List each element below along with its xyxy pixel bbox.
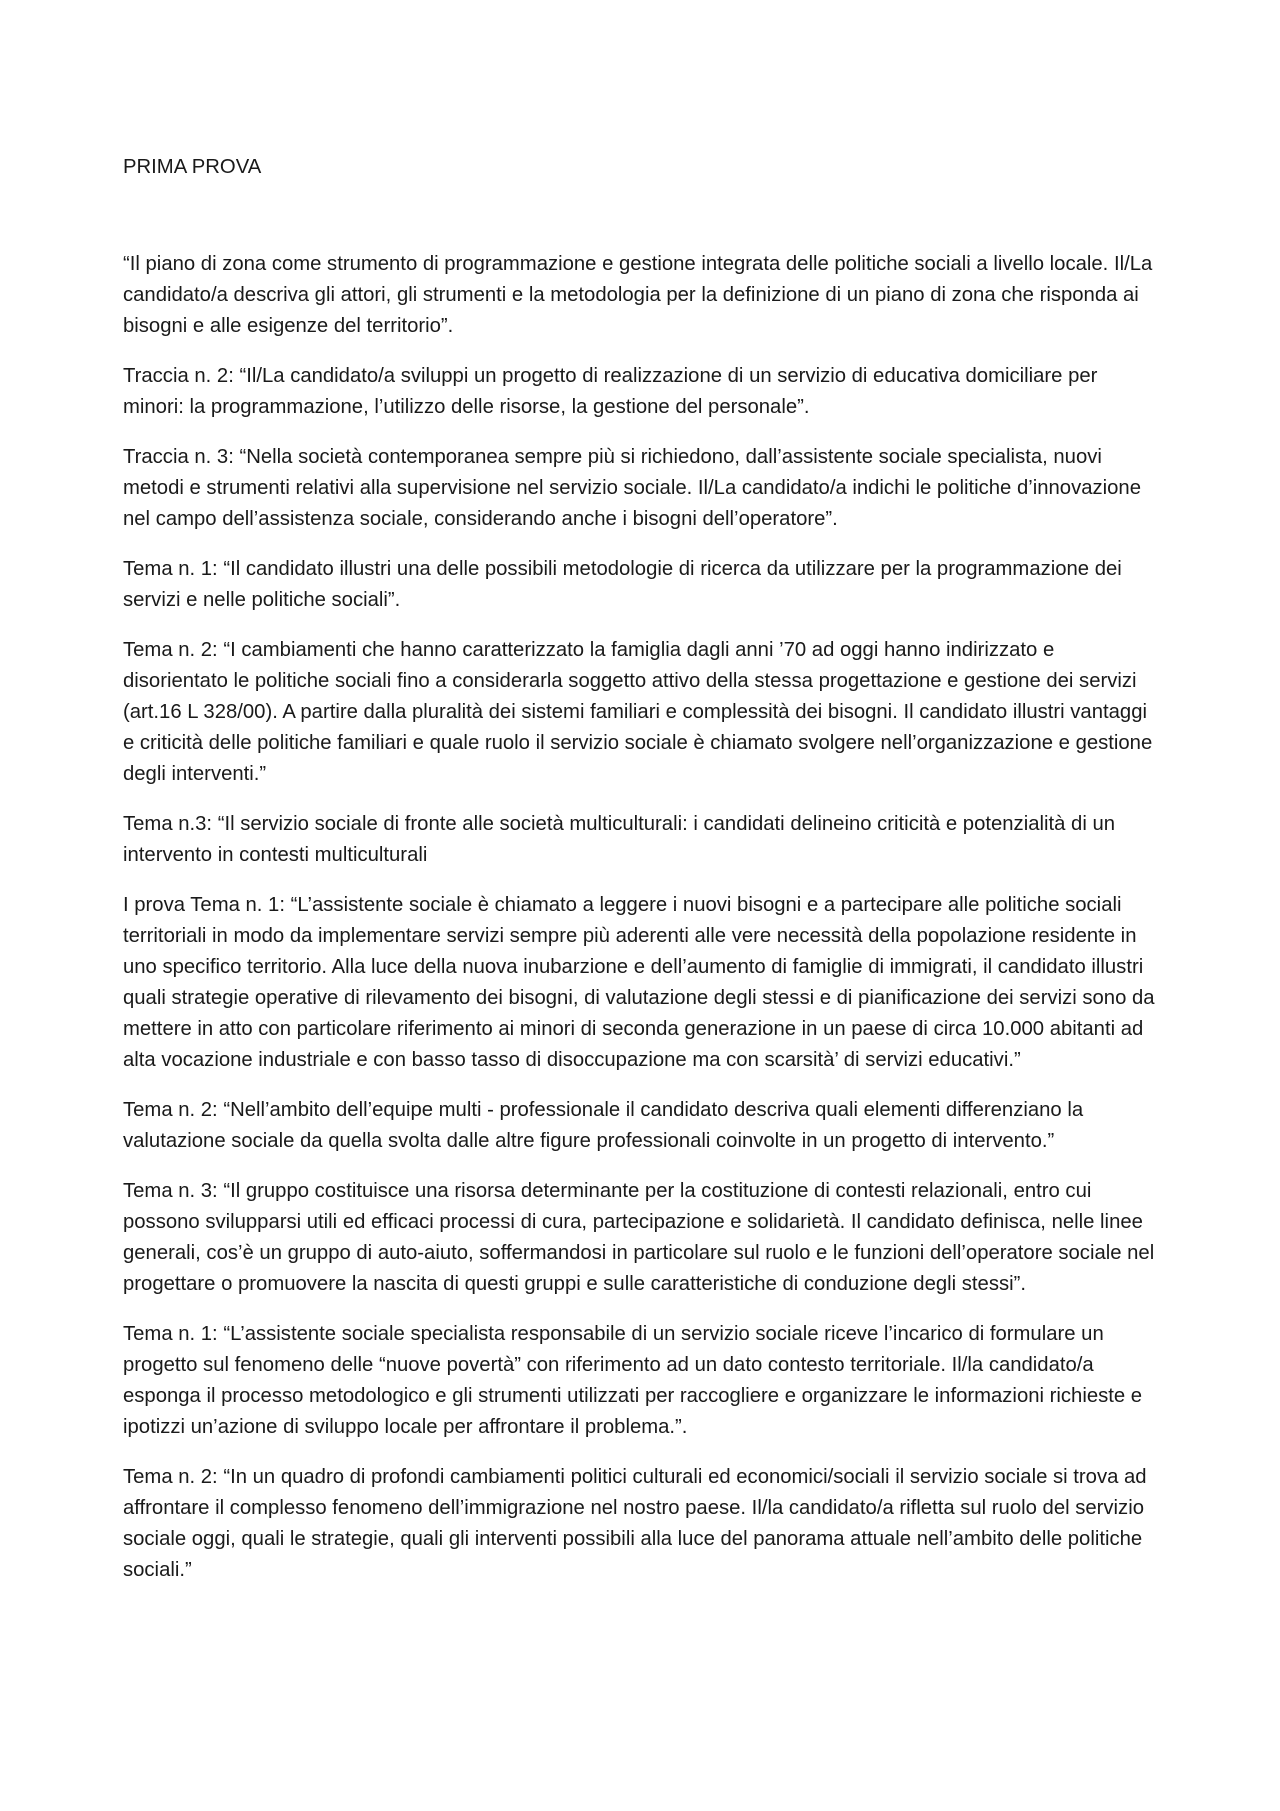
i-prova-tema-1-paragraph: I prova Tema n. 1: “L’assistente sociale è chiamato a leggere i nuovi bisogni e a partecipare alle politiche sociali territoriali in modo da implementare servizi sempre più aderenti alle vere necessità della popolazione residente in uno specifico territorio. Alla luce della nuova inubarzione e dell’aumento di famiglie di immigrati, il candidato illustri quali strategie operative di rilevamento dei bisogni, di valutazione degli stessi e di pianificazione dei servizi sono da mettere in atto con particolare riferimento ai minori di seconda generazione in un paese di circa 10.000 abitanti ad alta vocazione industriale e con basso tasso di disoccupazione ma con scarsità’ di servizi educativi.” xyxy=(123,894,1155,1071)
intro-prompt-paragraph: “Il piano di zona come strumento di programmazione e gestione integrata delle politiche sociali a livello locale. Il/La candidato/a descriva gli attori, gli strumenti e la metodologia per la definizione di un piano di zona che risponda ai bisogni e alle esigenze del territorio”. xyxy=(123,253,1153,337)
tema-2b-paragraph: Tema n. 2: “Nell’ambito dell’equipe multi - professionale il candidato descriva quali elementi differenziano la valutazione sociale da quella svolta dalle altre figure professionali coinvolte in un progetto di intervento.” xyxy=(123,1099,1084,1152)
traccia-3-paragraph: Traccia n. 3: “Nella società contemporanea sempre più si richiedono, dall’assistente sociale specialista, nuovi metodi e strumenti relativi alla supervisione nel servizio sociale. Il/La candidato/a indichi le politiche d’innovazione nel campo dell’assistenza sociale, considerando anche i bisogni dell’operatore”. xyxy=(123,446,1141,530)
tema-1-paragraph: Tema n. 1: “Il candidato illustri una delle possibili metodologie di ricerca da utilizzare per la programmazione dei servizi e nelle politiche sociali”. xyxy=(123,558,1122,611)
page-heading: PRIMA PROVA xyxy=(123,156,262,178)
tema-3b-paragraph: Tema n. 3: “Il gruppo costituisce una risorsa determinante per la costituzione di contesti relazionali, entro cui possono svilupparsi utili ed efficaci processi di cura, partecipazione e solidarietà. Il candidato definisca, nelle linee generali, cos’è un gruppo di auto-aiuto, soffermandosi in particolare sul ruolo e le funzioni dell’operatore sociale nel progettare o promuovere la nascita di questi gruppi e sulle caratteristiche di conduzione degli stessi”. xyxy=(123,1180,1155,1295)
traccia-2-paragraph: Traccia n. 2: “Il/La candidato/a sviluppi un progetto di realizzazione di un servizio di educativa domiciliare per minori: la programmazione, l’utilizzo delle risorse, la gestione del personale”. xyxy=(123,365,1098,418)
tema-2c-paragraph: Tema n. 2: “In un quadro di profondi cambiamenti politici culturali ed economici/sociali il servizio sociale si trova ad affrontare il complesso fenomeno dell’immigrazione nel nostro paese. Il/la candidato/a rifletta sul ruolo del servizio sociale oggi, quali le strategie, quali gli interventi possibili alla luce del panorama attuale nell’ambito delle politiche sociali.” xyxy=(123,1466,1147,1581)
document-body xyxy=(123,249,1163,1605)
tema-1b-paragraph: Tema n. 1: “L’assistente sociale specialista responsabile di un servizio sociale riceve l’incarico di formulare un progetto sul fenomeno delle “nuove povertà” con riferimento ad un dato contesto territoriale. Il/la candidato/a esponga il processo metodologico e gli strumenti utilizzati per raccogliere e organizzare le informazioni richieste e ipotizzi un’azione di sviluppo locale per affrontare il problema.”. xyxy=(123,1323,1143,1438)
tema-2-paragraph: Tema n. 2: “I cambiamenti che hanno caratterizzato la famiglia dagli anni ’70 ad oggi hanno indirizzato e disorientato le politiche sociali fino a considerarla soggetto attivo della stessa progettazione e gestione dei servizi (art.16 L 328/00). A partire dalla pluralità dei sistemi familiari e complessità dei bisogni. Il candidato illustri vantaggi e criticità delle politiche familiari e quale ruolo il servizio sociale è chiamato svolgere nell’organizzazione e gestione degli interventi.” xyxy=(123,639,1153,785)
tema-3-paragraph: Tema n.3: “Il servizio sociale di fronte alle società multiculturali: i candidati delineino criticità e potenzialità di un intervento in contesti multiculturali xyxy=(123,813,1116,866)
